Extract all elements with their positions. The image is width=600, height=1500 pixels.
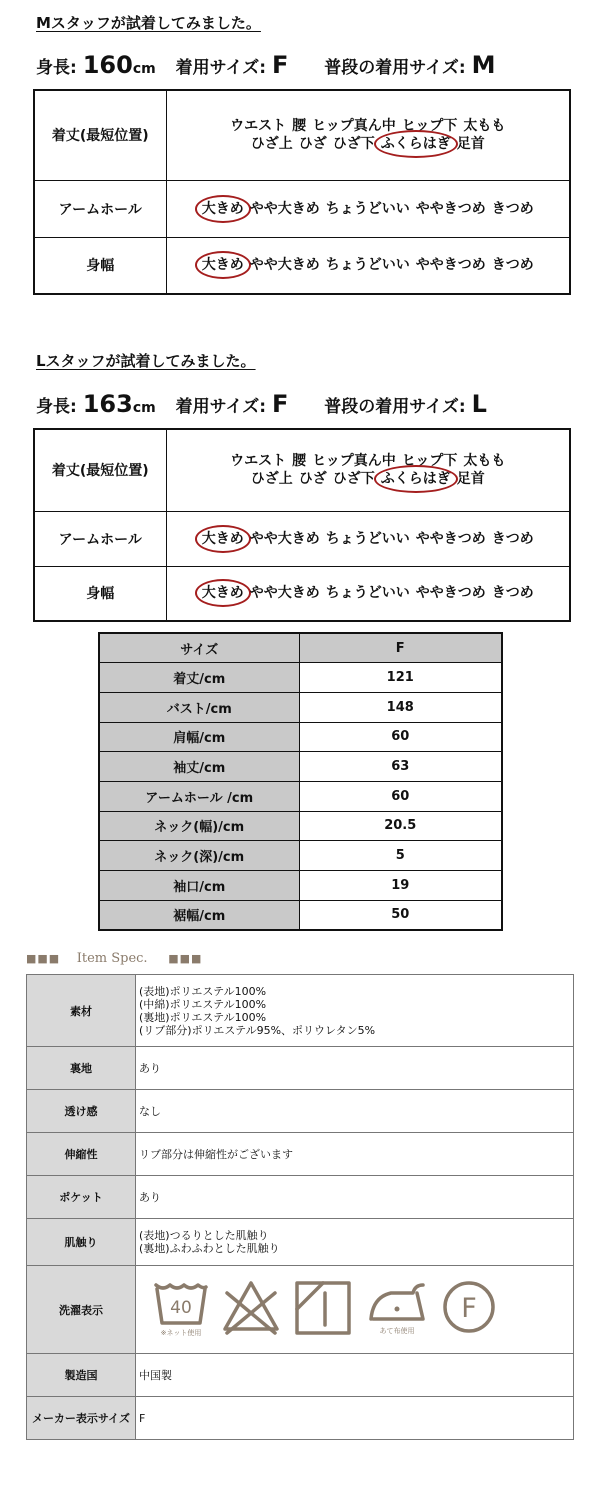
size-label: アームホール /cm (99, 781, 299, 811)
m-staff-heading: Mスタッフが試着してみました。 (36, 14, 261, 32)
worn-size-label: 着用サイズ: (175, 58, 267, 78)
no-bleach-icon (221, 1279, 281, 1335)
fit-option-line (167, 584, 570, 602)
height-unit: cm (132, 400, 156, 416)
fit-option: ウエスト (230, 453, 287, 470)
fit-option: ややきつめ (415, 585, 486, 602)
usual-size-label: 普段の着用サイズ: (324, 397, 466, 417)
spec-value-line: (表地)つるりとした肌触り (139, 1229, 269, 1242)
spec-row (27, 1219, 574, 1266)
fit-option-selected: 大きめ (201, 200, 244, 217)
size-value: 60 (299, 781, 502, 811)
fit-option: ひざ (298, 136, 327, 153)
size-row (99, 871, 502, 901)
spec-row (27, 1354, 574, 1397)
spec-row (27, 1090, 574, 1133)
usual-size-value: M (471, 51, 496, 79)
height-label: 身長: (36, 397, 77, 417)
spec-key: 透け感 (27, 1090, 136, 1133)
height-value: 163 (82, 390, 133, 418)
spec-key: 伸縮性 (27, 1133, 136, 1176)
dry-clean-f-icon (441, 1279, 497, 1335)
fit-options (166, 429, 570, 511)
size-label: 袖丈/cm (99, 752, 299, 782)
spec-value (136, 1133, 574, 1176)
size-label: ネック(深)/cm (99, 841, 299, 871)
fit-row-label: アームホール (34, 180, 166, 237)
spec-value (136, 1176, 574, 1219)
spec-value-line: リブ部分は伸縮性がございます (139, 1147, 293, 1161)
size-row (99, 752, 502, 782)
fit-option: きつめ (491, 585, 534, 602)
fit-option-selected: 大きめ (201, 585, 244, 602)
spec-key: 洗濯表示 (27, 1266, 136, 1354)
fit-option: ヒップ真ん中 (312, 118, 396, 135)
size-row (99, 841, 502, 871)
spec-value-line: (中綿)ポリエステル100% (139, 997, 267, 1011)
fit-option: ちょうどいい (325, 200, 410, 217)
fit-row-label: アームホール (34, 511, 166, 566)
size-value: 19 (299, 871, 502, 901)
spec-value-line: (裏地)ポリエステル100% (139, 1010, 267, 1024)
size-row (99, 663, 502, 693)
usual-size-label: 普段の着用サイズ: (324, 58, 466, 78)
fit-option: ウエスト (230, 118, 287, 135)
l-staff-fit-table (33, 428, 571, 622)
spec-value (136, 1047, 574, 1090)
fit-option-selected: 大きめ (201, 530, 244, 547)
spec-key: メーカー表示サイズ (27, 1397, 136, 1440)
worn-size-label: 着用サイズ: (175, 397, 267, 417)
worn-size-value: F (272, 51, 289, 79)
m-staff-fit-table (33, 89, 571, 295)
fit-option-line (167, 117, 570, 135)
usual-size-value: L (471, 390, 487, 418)
size-value: 121 (299, 663, 502, 693)
fit-option: ひざ (298, 471, 327, 488)
fit-option: ちょうどいい (325, 257, 410, 274)
spec-value-line: あり (139, 1190, 161, 1204)
title-squares-right: ■■■ (168, 952, 203, 965)
wash-tub-40-icon (153, 1279, 209, 1340)
size-label: 肩幅/cm (99, 722, 299, 752)
fit-option: ひざ下 (332, 471, 375, 488)
svg-text:F: F (461, 1293, 477, 1324)
spec-value (136, 1090, 574, 1133)
fit-option: ヒップ下 (401, 118, 458, 135)
item-spec-title (26, 951, 202, 966)
spec-value-line: あり (139, 1061, 161, 1075)
spec-key: 裏地 (27, 1047, 136, 1090)
size-label: 着丈/cm (99, 663, 299, 693)
fit-option: ひざ上 (250, 471, 293, 488)
fit-option: ヒップ下 (401, 453, 458, 470)
size-value: 20.5 (299, 811, 502, 841)
size-row (99, 811, 502, 841)
spec-value (136, 1397, 574, 1440)
fit-option-line (167, 530, 570, 548)
size-value: 148 (299, 692, 502, 722)
fit-options (166, 511, 570, 566)
fit-option: ややきつめ (415, 257, 486, 274)
spec-value-line: (裏地)ふわふわとした肌触り (139, 1242, 280, 1255)
fit-option: ややきつめ (415, 530, 486, 547)
fit-option: ひざ下 (332, 136, 375, 153)
fit-option-line (167, 256, 570, 274)
fit-option: きつめ (491, 530, 534, 547)
fit-options (166, 90, 570, 180)
spec-value-line: (表地)ポリエステル100% (139, 984, 267, 998)
fit-option-selected: 大きめ (201, 257, 244, 274)
size-header-label: サイズ (99, 633, 299, 663)
worn-size-value: F (272, 390, 289, 418)
item-spec-table (26, 974, 574, 1440)
size-value: 60 (299, 722, 502, 752)
spec-row (27, 1047, 574, 1090)
spec-row (27, 1397, 574, 1440)
fit-option: ヒップ真ん中 (312, 453, 396, 470)
fit-row-label: 身幅 (34, 566, 166, 621)
size-row (99, 781, 502, 811)
fit-option: 太もも (463, 453, 506, 470)
fit-option: 足首 (456, 136, 485, 153)
fit-options (166, 180, 570, 237)
spec-value-line: 中国製 (139, 1368, 172, 1382)
fit-option: やや大きめ (249, 257, 320, 274)
fit-option-line (167, 470, 570, 488)
height-label: 身長: (36, 58, 77, 78)
spec-key: 肌触り (27, 1219, 136, 1266)
fit-option: やや大きめ (249, 200, 320, 217)
fit-option: やや大きめ (249, 585, 320, 602)
title-squares-left: ■■■ (26, 952, 61, 965)
fit-option-line (167, 200, 570, 218)
care-caption: ※ネット使用 (160, 1329, 202, 1337)
fit-option: 腰 (292, 118, 307, 135)
spec-value (136, 1219, 574, 1266)
size-row (99, 722, 502, 752)
size-header-value: F (299, 633, 502, 663)
spec-value-line: なし (139, 1104, 161, 1118)
spec-row (27, 975, 574, 1047)
care-labels (139, 1279, 573, 1340)
spec-key: 製造国 (27, 1354, 136, 1397)
size-label: ネック(幅)/cm (99, 811, 299, 841)
spec-row (27, 1176, 574, 1219)
spec-key: ポケット (27, 1176, 136, 1219)
line-dry-shade-icon (293, 1279, 353, 1337)
fit-row-label: 着丈(最短位置) (34, 429, 166, 511)
size-table (98, 632, 503, 931)
l-staff-heading: Lスタッフが試着してみました。 (36, 352, 256, 370)
svg-text:40: 40 (170, 1298, 192, 1318)
spec-row (27, 1133, 574, 1176)
fit-option: 腰 (292, 453, 307, 470)
fit-option: 太もも (463, 118, 506, 135)
fit-option: ちょうどいい (325, 585, 410, 602)
fit-options (166, 566, 570, 621)
fit-option: きつめ (491, 257, 534, 274)
spec-value (136, 1266, 574, 1354)
size-label: 裾幅/cm (99, 900, 299, 930)
m-staff-measure-line (36, 51, 496, 79)
fit-option-line (167, 452, 570, 470)
fit-option: やや大きめ (249, 530, 320, 547)
size-label: バスト/cm (99, 692, 299, 722)
fit-option-selected: ふくらはぎ (380, 136, 451, 153)
spec-value (136, 1354, 574, 1397)
size-value: 63 (299, 752, 502, 782)
size-row (99, 900, 502, 930)
fit-option-selected: ふくらはぎ (380, 471, 451, 488)
care-caption: あて布使用 (379, 1327, 415, 1335)
fit-options (166, 237, 570, 294)
l-staff-measure-line (36, 390, 487, 418)
size-value: 50 (299, 900, 502, 930)
iron-low-icon (365, 1279, 429, 1338)
height-value: 160 (82, 51, 133, 79)
size-row (99, 692, 502, 722)
spec-value-line: (リブ部分)ポリエステル95%、ポリウレタン5% (139, 1023, 376, 1037)
spec-key: 素材 (27, 975, 136, 1047)
size-value: 5 (299, 841, 502, 871)
height-unit: cm (132, 61, 156, 77)
item-spec-label: Item Spec. (76, 951, 148, 966)
spec-value (136, 975, 574, 1047)
fit-option: 足首 (456, 471, 485, 488)
fit-option: ひざ上 (250, 136, 293, 153)
fit-option: きつめ (491, 200, 534, 217)
fit-option-line (167, 135, 570, 153)
spec-row (27, 1266, 574, 1354)
size-label: 袖口/cm (99, 871, 299, 901)
fit-option: ちょうどいい (325, 530, 410, 547)
fit-row-label: 着丈(最短位置) (34, 90, 166, 180)
fit-option: ややきつめ (415, 200, 486, 217)
fit-row-label: 身幅 (34, 237, 166, 294)
spec-value-line: F (139, 1411, 146, 1425)
